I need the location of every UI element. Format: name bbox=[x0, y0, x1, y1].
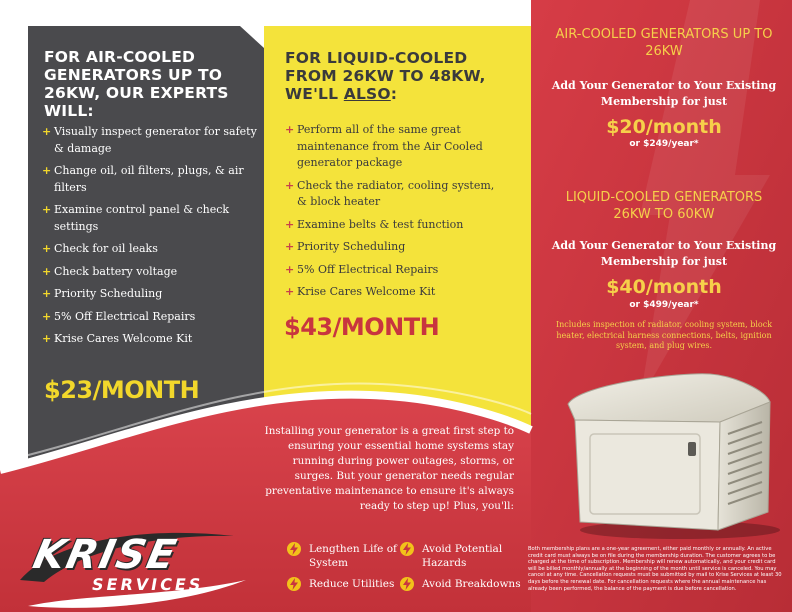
addon-liquid-cooled-description: Includes inspection of radiator, cooling system, block heater, electrical harness connections, belts, ignition system, and plug wires. bbox=[555, 320, 773, 350]
list-item: + Check battery voltage bbox=[42, 264, 264, 281]
plus-icon: + bbox=[285, 123, 295, 136]
addon-air-cooled-subtext: Add Your Generator to Your Existing Membership for just bbox=[551, 79, 777, 108]
liquid-cooled-price: $43/MONTH bbox=[284, 313, 440, 341]
liquid-cooled-heading: FOR LIQUID-COOLED FROM 26KW TO 48KW, WE'LL ALSO: bbox=[285, 49, 486, 103]
plus-icon: + bbox=[285, 240, 295, 253]
lightning-bolt-icon bbox=[287, 542, 301, 556]
addon-liquid-cooled-heading: LIQUID-COOLED GENERATORS 26KW TO 60KW bbox=[565, 190, 763, 222]
lightning-bolt-icon bbox=[400, 542, 414, 556]
plus-icon: + bbox=[42, 264, 52, 278]
addon-liquid-cooled-yearly-price: or $499/year* bbox=[629, 300, 699, 310]
intro-paragraph: Installing your generator is a great first step to ensuring your essential home systems stay running during power outages, storms, or surges. But your generator needs regular preventative maintenance to ensure it's always ready to step up! Plus, you'll: bbox=[264, 425, 514, 512]
benefit-item: Lengthen Life of System bbox=[287, 542, 405, 570]
list-item: + Perform all of the same great maintenance from the Air Cooled generator package bbox=[285, 123, 483, 169]
lightning-bolt-icon bbox=[400, 577, 414, 591]
list-item: + Krise Cares Welcome Kit bbox=[285, 284, 507, 301]
list-item: + Change oil, oil filters, plugs, & air filters bbox=[42, 164, 244, 194]
benefit-item: Avoid Breakdowns bbox=[400, 577, 542, 591]
addon-air-cooled-heading: AIR-COOLED GENERATORS UP TO 26KW bbox=[555, 27, 773, 59]
plus-icon: + bbox=[42, 309, 52, 323]
plus-icon: + bbox=[285, 217, 295, 231]
plus-icon: + bbox=[42, 164, 52, 177]
list-item: + Priority Scheduling bbox=[285, 239, 507, 256]
plus-icon: + bbox=[42, 203, 52, 216]
list-item: + Examine belts & test function bbox=[285, 217, 507, 234]
logo-wordmark: KRISE bbox=[29, 532, 182, 578]
plus-icon: + bbox=[42, 242, 52, 255]
air-cooled-services-list bbox=[42, 124, 264, 354]
plus-icon: + bbox=[285, 262, 295, 276]
addon-liquid-cooled-subtext: Add Your Generator to Your Existing Membership for just bbox=[551, 239, 777, 268]
list-item: + 5% Off Electrical Repairs bbox=[42, 309, 264, 326]
addon-air-cooled-price: $20/month bbox=[606, 116, 722, 138]
addon-air-cooled-yearly-price: or $249/year* bbox=[629, 139, 699, 149]
plus-icon: + bbox=[285, 285, 295, 298]
liquid-cooled-services-list bbox=[285, 122, 507, 307]
generator-image bbox=[560, 362, 782, 542]
plus-icon: + bbox=[42, 287, 52, 300]
plus-icon: + bbox=[42, 125, 52, 138]
list-item: + Visually inspect generator for safety & damage bbox=[42, 125, 257, 155]
lightning-bolt-icon bbox=[287, 577, 301, 591]
list-item: + Check for oil leaks bbox=[42, 241, 264, 258]
krise-services-logo bbox=[14, 520, 254, 612]
membership-disclaimer: Both membership plans are a one-year agreement, either paid monthly or annually. An active credit card must always be on file during the membership duration. The customer agrees to be charged at the time of subscription. Membership will renew automatically, and your credit card will be billed monthly/annually at the beginning of the month until service is canceled. You may cancel at any time. Cancellation requests must be submitted by mail to Krise Services at least 30 days before the renewal date. For cancellation requests where the annual maintenance has already been performed, the balance of the payment is due before cancellation. bbox=[528, 546, 782, 592]
list-item: + Priority Scheduling bbox=[42, 286, 264, 303]
list-item: + 5% Off Electrical Repairs bbox=[285, 262, 507, 279]
plus-icon: + bbox=[42, 332, 52, 345]
list-item: + Examine control panel & check settings bbox=[42, 203, 230, 233]
air-cooled-heading: FOR AIR-COOLED GENERATORS UP TO 26KW, OUR EXPERTS WILL: bbox=[44, 48, 229, 120]
logo-subtitle: SERVICES bbox=[90, 575, 205, 594]
addon-liquid-cooled-price: $40/month bbox=[606, 276, 722, 298]
air-cooled-price: $23/MONTH bbox=[44, 376, 200, 404]
list-item: + Check the radiator, cooling system, & block heater bbox=[285, 178, 495, 208]
list-item: + Krise Cares Welcome Kit bbox=[42, 331, 264, 348]
benefit-item: Avoid Potential Hazards bbox=[400, 542, 530, 570]
benefit-item: Reduce Utilities bbox=[287, 577, 419, 591]
plus-icon: + bbox=[285, 178, 295, 192]
